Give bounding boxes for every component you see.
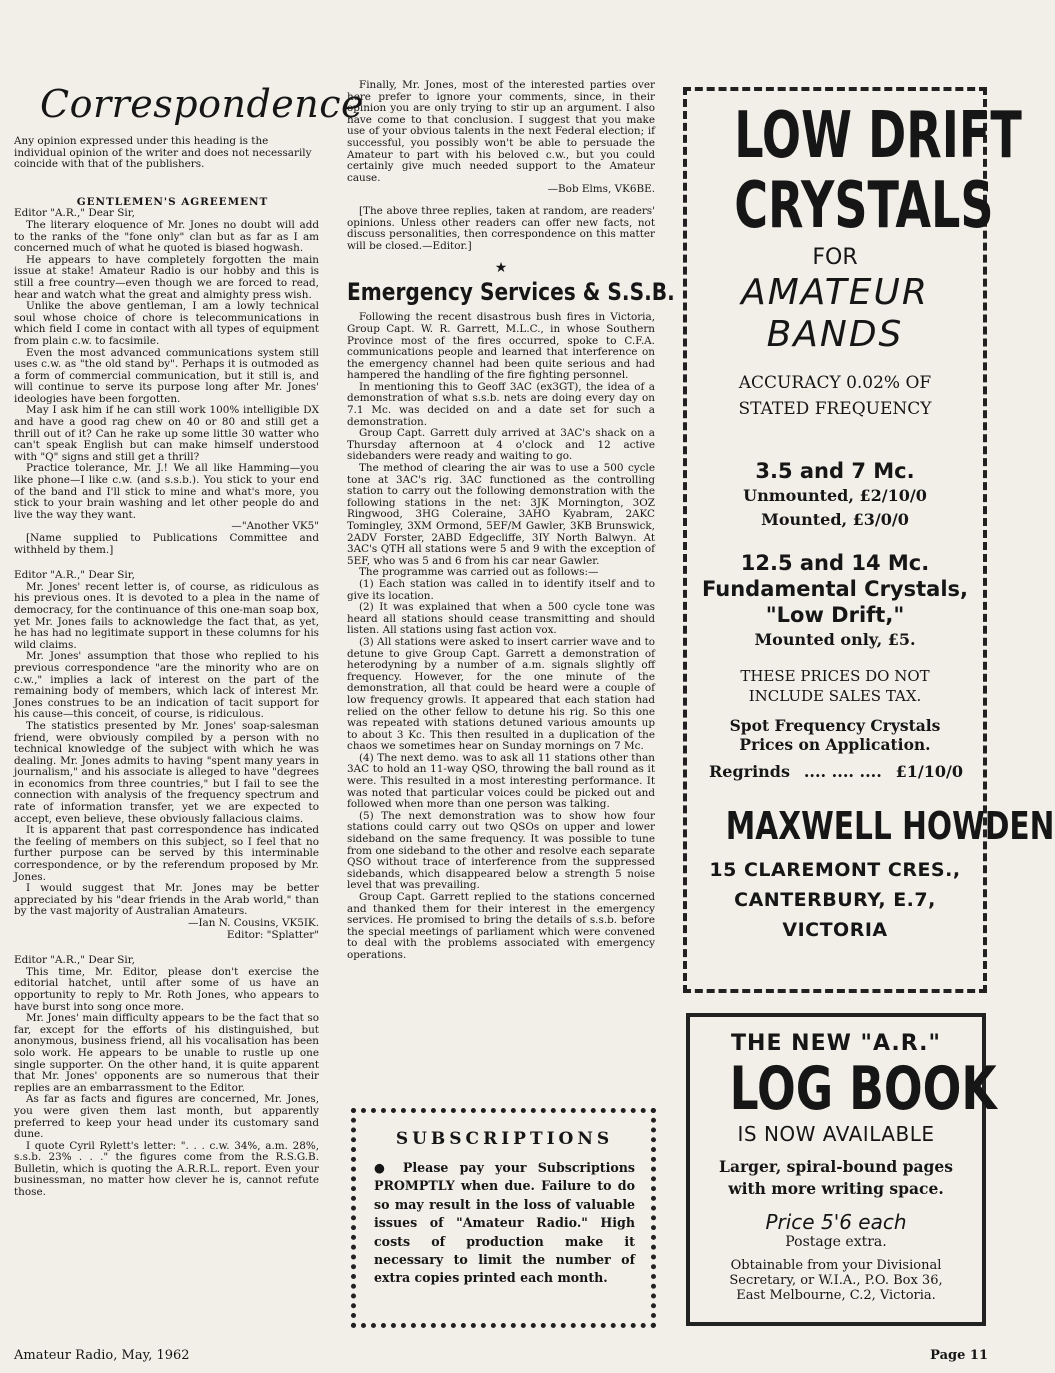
letter-2-salutation: Editor "A.R.," Dear Sir, (14, 569, 135, 582)
letter-paragraph: Mr. Jones' assumption that those who replied to his previous correspondence "are the minority who are on c.w.," implies a lack of interest on the part of the remaining body of members, which lack of interest Mr. Jones construes to be an indication of tacit support for his cause—this conceit, of course, is ridiculous. (14, 650, 319, 721)
ad-company-name: MAXWELL HOWDEN (725, 804, 1055, 848)
letter-3-signature: —Bob Elms, VK6BE. (547, 183, 655, 196)
editor-note: [The above three replies, taken at random, are readers' opinions. Unless other readers can offer new facts, not discuss personalities, then correspondence on this matter will be closed.—Editor.] (347, 204, 655, 252)
ad-amateur: AMATEUR (741, 272, 929, 313)
ad-spot-frequency (695, 716, 975, 754)
ad-spot-line: Spot Frequency Crystals (729, 716, 941, 735)
footer-page-number: Page 11 (930, 1348, 988, 1363)
logbook-postage: Postage extra. (785, 1234, 887, 1250)
ad-for: FOR (812, 245, 858, 270)
ad-address-line: CANTERBURY, E.7, (734, 889, 936, 911)
correspondence-intro: Any opinion expressed under this heading is the individual opinion of the writer and does not necessarily coincide with that of the publishers. (14, 135, 312, 171)
article-paragraph: The method of clearing the air was to use a 500 cycle tone at 3AC's rig. 3AC functioned as the controlling station to carry out the following demonstration with the following stations in the net: 3JK Mornington, 3OZ Ringwood, 3HG Coleraine, 3AHO Kyabram, 2AKC Tomingley, 3XM Ormond, 5EF/M Gawler, 3KB Brunswick, 2ADV Forster, 2ABD Edgecliffe, 3IY North Balwyn. At 3AC's QTH all stations were 5 and 9 with the exception of 5EF, who was 5 and 6 from his car near Gawler. (347, 462, 655, 567)
ad-price-mounted-only: Mounted only, £5. (754, 630, 916, 649)
letter-1 (14, 197, 319, 556)
article-paragraph: The programme was carried out as follows:— (359, 566, 599, 579)
ad-price-unmounted: Unmounted, £2/10/0 (743, 486, 927, 505)
logbook-price: Price 5'6 each (765, 1210, 907, 1234)
subscriptions-box (351, 1108, 656, 1328)
emergency-services-heading: Emergency Services & S.S.B. (347, 278, 675, 307)
letter-paragraph: It is apparent that past correspondence has indicated the feeling of members on this subject, so I feel that no further purpose can be served by this interminable correspondence, or by the referendum proposed by Mr. Jones. (14, 824, 319, 883)
letter-paragraph: He appears to have completely forgotten the main issue at stake! Amateur Radio is our hobby and this is still a free country—even though we are forced to read, hear and watch what the great and almighty press wish. (14, 253, 319, 301)
letter-paragraph: Unlike the above gentleman, I am a lowly technical soul whose choice of chore is telecommunications in which field I come in contact with all types of equipment from plain c.w. to facsimile. (14, 300, 319, 347)
article-paragraph: (5) The next demonstration was to show how four stations could carry out two QSOs on upper and lower sideband on the same frequency. It was possible to tune from one sideband to the other and resolve each separate QSO without trace of interference from the suppressed sidebands, which disappeared below a strength 5 noise level that was prevailing. (347, 809, 655, 892)
ad-band-12-14: 12.5 and 14 Mc. (740, 551, 930, 575)
letter-paragraph: May I ask him if he can still work 100% intelligible DX and have a good rag chew on 40 or 80 and still get a thrill out of it? Can he rake up some little 30 watter who can't speak English but can make himself understood with "Q" signs and still get a thrill? (14, 404, 319, 463)
article-paragraph: (2) It was explained that when a 500 cycle tone was heard all stations should cease transmitting and should listen. All stations using fast action vox. (347, 601, 655, 637)
logbook-top-line: THE NEW "A.R." (731, 1031, 941, 1056)
ad-tax-line: THESE PRICES DO NOT (740, 667, 930, 685)
article-paragraph: Following the recent disastrous bush fires in Victoria, Group Capt. W. R. Garrett, M.L.C., in whose Southern Province most of the fires occurred, spoke to C.F.A. communications people and learned that interference on the emergency channel had been quite serious and had hampered the handling of the fire fighting personnel. (347, 311, 655, 382)
letter-paragraph: I quote Cyril Rylett's letter: ". . . c.w. 34%, a.m. 28%, s.s.b. 23% . . ." the figures come from the R.S.G.B. Bulletin, which is quoting the A.R.R.L. report. Even your businessman, no matter how clever he is, cannot refute those. (14, 1139, 319, 1199)
article-paragraph: Group Capt. Garrett duly arrived at 3AC's shack on a Thursday afternoon at 4 o'clock and 12 active sidebanders were ready and waiting to go. (347, 427, 655, 463)
ad-address-line: VICTORIA (782, 919, 888, 941)
article-paragraph: (1) Each station was called in to identify itself and to give its location. (347, 577, 655, 602)
ad-headline-crystals: CRYSTALS (734, 169, 994, 243)
letter-2 (14, 570, 319, 941)
letter-2-signature-title: Editor: "Splatter" (226, 928, 319, 941)
letter-1-salutation: Editor "A.R.," Dear Sir, (14, 207, 135, 220)
letter-1-title: GENTLEMEN'S AGREEMENT (76, 195, 269, 208)
subscriptions-body: ● Please pay your Subscriptions PROMPTLY when due. Failure to do so may result in the loss of valuable issues of "Amateur Radio." High costs of production make it necessary to limit the number of extra copies printed each month. (374, 1160, 635, 1286)
letter-1-note: [Name supplied to Publications Committee and withheld by them.] (14, 532, 319, 556)
letter-paragraph: Mr. Jones' main difficulty appears to be the fact that so far, except for the efforts of his distinguished, but anonymous, business friend, all his vocalisation has been solo work. He appears to be unable to rustle up one single supporter. On the other hand, it is quite apparent that Mr. Jones' opponents are so numerous that their replies are an embarrassment to the Editor. (14, 1012, 319, 1094)
logbook-feature-line: with more writing space. (728, 1179, 944, 1198)
letter-3-continued (347, 80, 655, 252)
ad-band-3-5-7: 3.5 and 7 Mc. (755, 459, 915, 483)
ad-headline-low-drift: LOW DRIFT (734, 99, 1022, 173)
letter-1-signature: —"Another VK5" (231, 520, 319, 533)
letter-paragraph: As far as facts and figures are concerned, Mr. Jones, you were given them last month, but apparently preferred to keep your head under its customary sand dune. (14, 1093, 319, 1141)
ad-regrinds-price: £1/10/0 (895, 762, 963, 781)
ad-fundamental: Fundamental Crystals, (701, 577, 969, 601)
letter-3 (14, 955, 319, 1198)
star-divider-icon: ★ (494, 260, 508, 277)
ad-regrinds-row (695, 762, 975, 781)
letter-paragraph: The statistics presented by Mr. Jones' soap-salesman friend, were obviously compiled by a person with no technical knowledge of the subject with which he was dealing. Mr. Jones admits to having "spent many years in journalism," and his associate is alleged to have "degrees in economics from three countries," but I fail to see the connection with analysis of the frequency spectrum and rate of information transfer, yet we are expected to accept, even believe, these obviously fallacious claims. (14, 719, 319, 825)
logbook-obtain-line: East Melbourne, C.2, Victoria. (736, 1288, 936, 1303)
letter-paragraph: Finally, Mr. Jones, most of the interested parties over here prefer to ignore your comments, since, in their opinion you are only trying to stir up an argument. I also have come to that conclusion. I suggest that you make use of your obvious talents in the next Federal election; if successful, you possibly won't be able to persuade the Amateur to part with his beloved c.w., but you could certainly give much needed support to the Amateur cause. (347, 79, 655, 184)
article-paragraph: Group Capt. Garrett replied to the stations concerned and thanked them for their interest in the emergency services. He promised to bring the details of s.s.b. before the special meetings of parliament which were convened to deal with the problems associated with emergency operations. (347, 891, 655, 961)
emergency-article (347, 312, 655, 961)
letter-paragraph: This time, Mr. Editor, please don't exercise the editorial hatchet, until after some of us have an opportunity to reply to Mr. Roth Jones, who appears to have burst into song once more. (14, 965, 319, 1013)
letter-3-salutation: Editor "A.R.," Dear Sir, (14, 954, 135, 967)
ad-address-line: 15 CLAREMONT CRES., (709, 859, 961, 881)
logbook-obtain-line: Secretary, or W.I.A., P.O. Box 36, (729, 1273, 943, 1288)
ad-price-mounted: Mounted, £3/0/0 (761, 510, 909, 529)
ad-regrinds-label: Regrinds (709, 762, 790, 781)
ad-accuracy (695, 370, 975, 422)
correspondence-column (14, 80, 365, 1199)
subscriptions-title: SUBSCRIPTIONS (395, 1129, 614, 1149)
middle-column (347, 79, 675, 962)
logbook-features (696, 1156, 976, 1200)
logbook-obtain-line: Obtainable from your Divisional (730, 1258, 942, 1273)
letter-paragraph: Even the most advanced communications system still uses c.w. as "the old stand by". Perhaps it is outmoded as a form of commercial communication, but it still is, and will continue to serve its purpose long after Mr. Jones' ideologies have been forgotten. (14, 346, 319, 405)
letter-2-signature: —Ian N. Cousins, VK5IK. (188, 917, 319, 929)
ad-regrinds-dots: .... .... .... (803, 762, 882, 781)
logbook-feature-line: Larger, spiral-bound pages (719, 1157, 953, 1176)
ad-tax-note (695, 666, 975, 706)
letter-paragraph: The literary eloquence of Mr. Jones no doubt will add to the ranks of the "fone only" clan but as far as I am concerned much of what he quoted is biased hogwash. (14, 218, 319, 255)
letter-paragraph: Mr. Jones' recent letter is, of course, as ridiculous as his previous ones. It is devoted to a plea in the name of democracy, for the continuance of this one-man soap box, yet Mr. Jones fails to acknowledge the fact that, as yet, he has had no legitimate support in these columns for his wild claims. (14, 580, 319, 651)
article-paragraph: (3) All stations were asked to insert carrier wave and to detune to give Group Capt. Garrett a demonstration of heterodyning by a number of a.m. signals slightly off frequency. However, for the one minute of the demonstration, all that could be heard were a couple of low frequency growls. It appeared that each station had relied on the other fellow to detune his rig. So this one was repeated with stations detuned various amounts up to about 3 Kc. This then resulted in a duplication of the chaos we sometimes hear on Sunday mornings on 7 Mc. (347, 635, 655, 753)
footer-publication: Amateur Radio, May, 1962 (14, 1348, 190, 1363)
ad-spot-line: Prices on Application. (739, 735, 931, 754)
ad-accuracy-line: STATED FREQUENCY (738, 399, 932, 419)
letter-paragraph: Practice tolerance, Mr. J.! We all like Hamming—you like phone—I like c.w. (and s.s.b.). You stick to your end of the band and I'll stick to mine and what's more, you stick to your brain washing and let other people do and live the way they want. (14, 462, 319, 521)
logbook-headline: LOG BOOK (729, 1054, 997, 1124)
ad-bands: BANDS (766, 314, 904, 355)
ad-tax-line: INCLUDE SALES TAX. (748, 687, 922, 705)
logbook-available: IS NOW AVAILABLE (737, 1122, 935, 1146)
ad-low-drift-quote: "Low Drift," (765, 603, 905, 627)
logbook-advertisement (686, 1013, 997, 1326)
crystals-advertisement (683, 87, 1055, 993)
article-paragraph: (4) The next demo. was to ask all 11 stations other than 3AC to hold an 11-way QSO, throwing the ball round as it were. This resulted in a most interesting performance. It was noted that particular voices could be picked out and followed when more than one person was talking. (347, 751, 655, 811)
ad-accuracy-line: ACCURACY 0.02% OF (738, 373, 932, 393)
letter-paragraph: I would suggest that Mr. Jones may be better appreciated by his "dear friends in the Arab world," than by the vast majority of Australian Amateurs. (14, 882, 319, 918)
correspondence-heading: Correspondence (40, 82, 365, 126)
article-paragraph: In mentioning this to Geoff 3AC (ex3GT), the idea of a demonstration of what s.s.b. nets are doing every day on 7.1 Mc. was decided on and a date set for such a demonstration. (347, 380, 655, 428)
